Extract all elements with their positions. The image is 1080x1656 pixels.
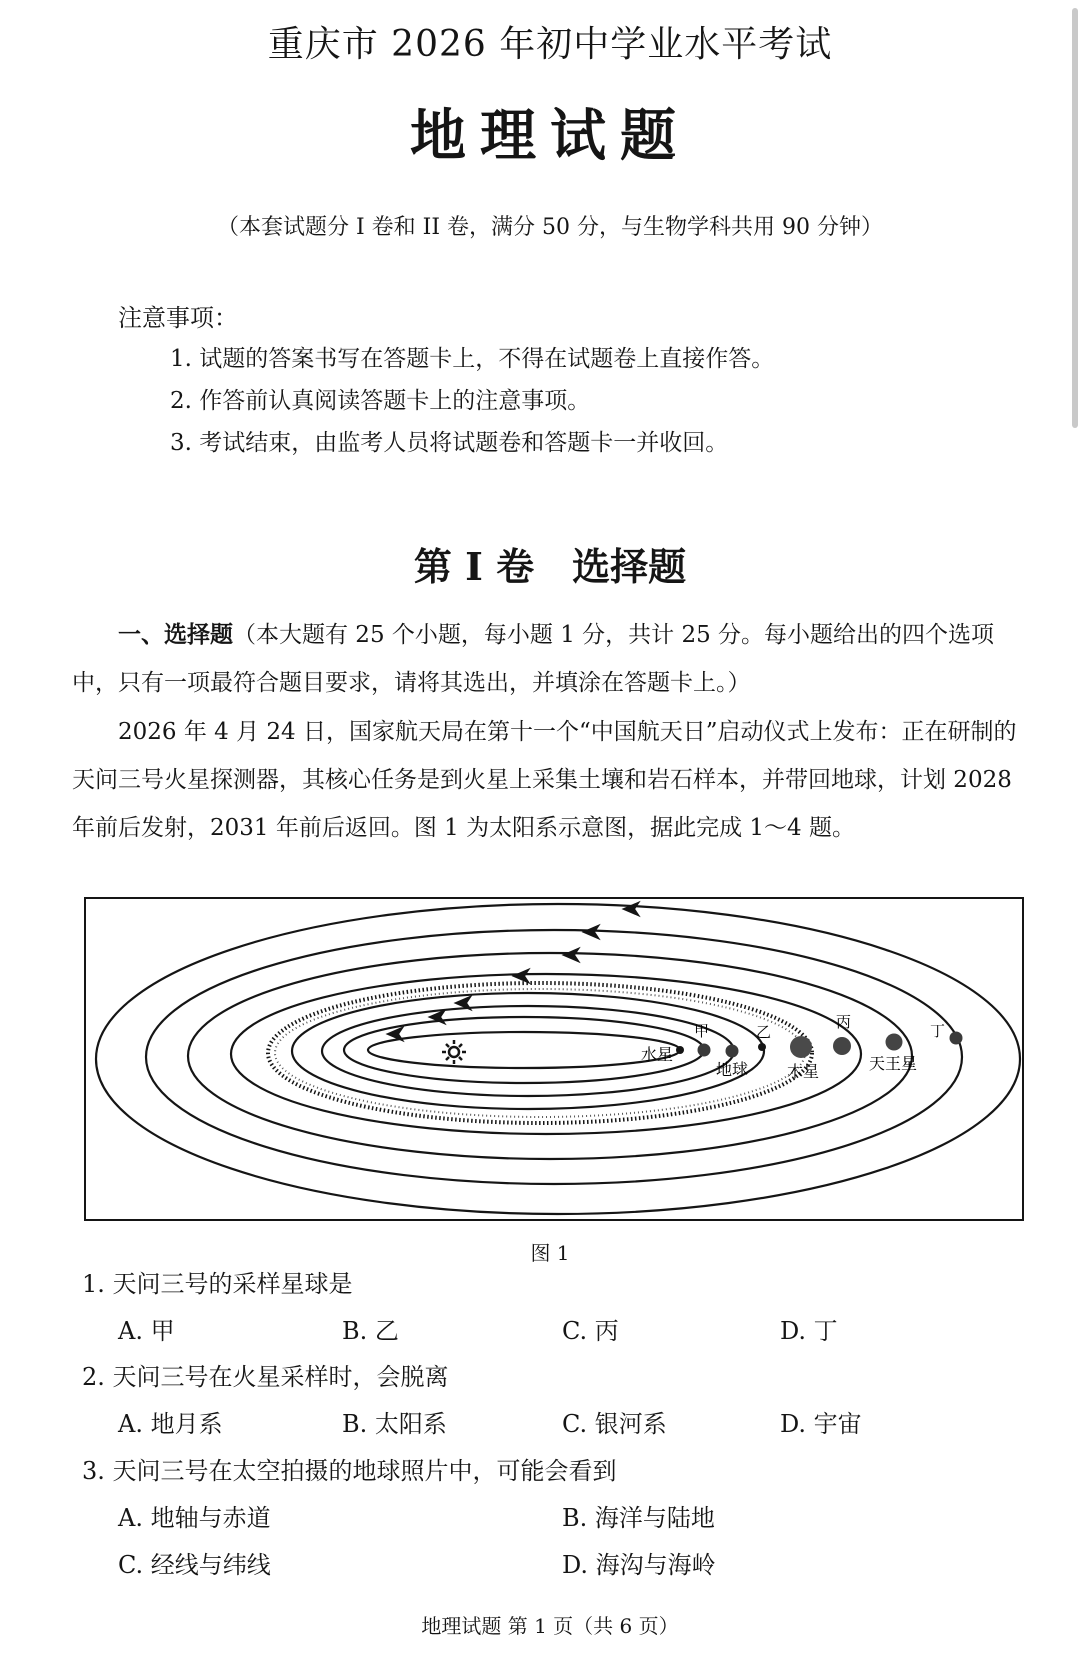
notice-item: 1. 试题的答案书写在答题卡上，不得在试题卷上直接作答。 [170,346,775,372]
planet-yi [758,1043,766,1051]
planet-jupiter [790,1036,812,1058]
label-earth: 地球 [716,1060,749,1079]
question-3-option-a: A. 地轴与赤道 [118,1504,271,1532]
figure-caption: 图 1 [530,1241,570,1265]
question-1-option-a: A. 甲 [118,1317,175,1345]
label-jupiter: 木星 [787,1062,820,1081]
label-jia: 甲 [694,1022,710,1040]
question-3-option-d: D. 海沟与海岭 [562,1551,716,1579]
passage-text: 2026 年 4 月 24 日，国家航天局在第十一个“中国航天日”启动仪式上发布：正在研制的天问三号火星探测器，其核心任务是到火星上采集土壤和岩石样本，并带回地球，计划 2028 年前后发射，2031 年前后返回。图 1 为太阳系示意图，据此完成 1～4 题。 [72,719,1017,841]
orbit-mercury [368,1032,680,1068]
planet-bing [833,1037,851,1055]
label-mercury: 水星 [641,1045,674,1064]
section-title-part1: 第 I 卷 [413,544,535,589]
question-1-option-c: C. 丙 [562,1317,619,1345]
label-uranus: 天王星 [869,1054,918,1073]
orbit-jupiter [231,974,861,1134]
question-2-option-a: A. 地月系 [118,1410,223,1438]
subject-title: 地理试题 [410,103,690,169]
planet-mercury [676,1046,684,1054]
question-3-option-b: B. 海洋与陆地 [562,1504,715,1532]
exam-title: 重庆市 2026 年初中学业水平考试 [267,24,833,65]
section-intro [72,611,1032,707]
question-2-option-c: C. 银河系 [562,1410,667,1438]
passage [72,708,1032,852]
orbit-yi [292,993,764,1109]
intro-text: （本大题有 25 个小题，每小题 1 分，共计 25 分。每小题给出的四个选项中，只有一项最符合题目要求，请将其选出，并填涂在答题卡上。） [72,622,995,696]
planet-uranus [886,1034,903,1051]
notice-heading: 注意事项： [118,304,238,332]
question-3-option-c: C. 经线与纬线 [118,1551,271,1579]
orbit-arrow [564,949,578,961]
planet-ding [950,1032,963,1045]
exam-info: （本套试题分 I 卷和 II 卷，满分 50 分，与生物学科共用 90 分钟） [216,215,883,240]
notice-item: 2. 作答前认真阅读答题卡上的注意事项。 [170,388,591,414]
label-ding: 丁 [930,1022,946,1040]
question-2: 2. 天问三号在火星采样时，会脱离 [82,1363,449,1391]
question-3: 3. 天问三号在太空拍摄的地球照片中，可能会看到 [82,1457,617,1485]
section-title-part2: 选择题 [572,544,687,589]
orbit-arrow [514,970,528,982]
label-yi: 乙 [756,1023,772,1041]
question-2-option-b: B. 太阳系 [342,1410,447,1438]
label-bing: 丙 [836,1013,852,1031]
orbit-arrow [388,1028,402,1040]
planet-jia [698,1044,711,1057]
sun-icon [442,1040,466,1064]
scrollbar[interactable] [1072,8,1078,428]
planet-earth [726,1045,739,1058]
notice-item: 3. 考试结束，由监考人员将试题卷和答题卡一并收回。 [170,430,729,456]
question-1-option-d: D. 丁 [780,1317,838,1345]
asteroid-belt-inner [275,989,805,1117]
intro-label: 一、选择题 [118,622,233,648]
question-1: 1. 天问三号的采样星球是 [82,1270,353,1298]
solar-system-figure [84,897,1024,1221]
section-title [0,536,1080,591]
page-footer: 地理试题 第 1 页（共 6 页） [421,1614,679,1638]
question-2-option-d: D. 宇宙 [780,1410,862,1438]
orbit-arrow [584,926,598,938]
question-1-option-b: B. 乙 [342,1317,399,1345]
